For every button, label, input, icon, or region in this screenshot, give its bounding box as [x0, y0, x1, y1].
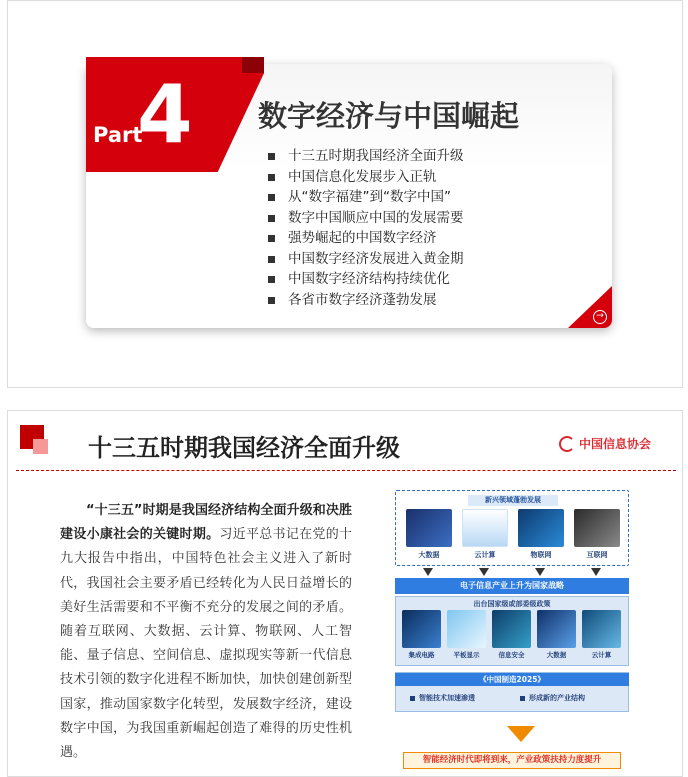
chapter-item: 从“数字福建”到“数字中国”	[268, 187, 464, 208]
top-item-label: 互联网	[586, 551, 608, 559]
logo	[559, 435, 651, 452]
bigdata-image	[406, 509, 452, 547]
internet-image	[574, 509, 620, 547]
conclusion-banner: 智能经济时代即将到来，产业政策扶持力度提升	[403, 752, 621, 769]
panel-item-label: 集成电路	[408, 651, 435, 659]
iot-image	[518, 509, 564, 547]
panel-item-label: 信息安全	[498, 651, 525, 659]
cloud2-image	[582, 610, 621, 648]
logo-text: 中国信息协会	[579, 437, 652, 451]
chapter-list	[268, 146, 464, 310]
part-label: Part	[93, 123, 143, 147]
chapter-item: 十三五时期我国经济全面升级	[268, 146, 464, 167]
bullet-square-icon	[410, 696, 415, 701]
chapter-item: 中国信息化发展步入正轨	[268, 167, 464, 188]
panel-item-label: 大数据	[546, 651, 567, 659]
part-number: 4	[137, 68, 193, 161]
big-arrow-down-icon	[507, 726, 535, 742]
chapter-item: 各省市数字经济蓬勃发展	[268, 290, 464, 311]
top-item-label: 云计算	[474, 551, 496, 559]
cloud-image	[462, 509, 508, 547]
arrow-down-icon	[535, 568, 545, 576]
arrow-right-icon[interactable]: →	[593, 310, 607, 324]
slide-upgrade	[7, 410, 683, 777]
divider	[16, 470, 676, 471]
slide1-title: 数字经济与中国崛起	[258, 99, 520, 133]
chapter-item: 中国数字经济结构持续优化	[268, 269, 464, 290]
top-item-label: 大数据	[418, 551, 440, 559]
bigdata2-image	[537, 610, 576, 648]
mic-item-label: 形成新的产业结构	[529, 694, 585, 702]
mic-item	[410, 693, 475, 703]
security-image	[492, 610, 531, 648]
logo-mark-icon	[559, 436, 575, 452]
arrow-down-icon	[479, 568, 489, 576]
policy-panel	[395, 596, 629, 666]
top-item-label: 物联网	[530, 551, 552, 559]
emerging-fields-box	[395, 490, 629, 566]
display-image	[447, 610, 486, 648]
chapter-item: 数字中国顺应中国的发展需要	[268, 208, 464, 229]
panel-item-label: 平板显示	[453, 651, 480, 659]
mic-item	[520, 693, 585, 703]
arrow-down-icon	[423, 568, 433, 576]
infographic	[395, 490, 629, 770]
strategy-band: 电子信息产业上升为国家战略	[395, 578, 629, 594]
ic-image	[402, 610, 441, 648]
body-bold: “十三五”时期是我国经济结构全面升级和决胜建设小康社会的关键时期。	[60, 503, 352, 543]
chapter-item: 中国数字经济发展进入黄金期	[268, 249, 464, 270]
arrow-down-icon	[591, 568, 601, 576]
mic2025-panel	[395, 672, 629, 712]
chapter-item: 强势崛起的中国数字经济	[268, 228, 464, 249]
mic2025-title: 《中国制造2025》	[395, 673, 629, 686]
body-rest: 习近平总书记在党的十九大报告中指出，中国特色社会主义进入了新时代，我国社会主要矛盾已经转化为人民日益增长的美好生活需要和不平衡不充分的发展之间的矛盾。随着互联网、大数据、云计算、物联网、人工智能、量子信息、空间信息、虚拟现实等新一代信息技术引领的数字化进程不断加快，加快创建创新型国家，推动国家数字化转型，发展数字经济，建设数字中国，为我国重新崛起创造了难得的历史性机遇。	[60, 527, 352, 761]
bullet-square-icon	[520, 696, 525, 701]
panel-item-label: 云计算	[591, 651, 612, 659]
policy-panel-title: 出台国家级或部委级政策	[473, 600, 551, 608]
slide2-title: 十三五时期我国经济全面升级	[88, 434, 400, 462]
title-square-accent-icon	[33, 439, 48, 454]
body-paragraph	[60, 499, 352, 765]
emerging-fields-title: 新兴领域蓬勃发展	[468, 495, 558, 506]
mic-item-label: 智能技术加速渗透	[419, 694, 475, 702]
